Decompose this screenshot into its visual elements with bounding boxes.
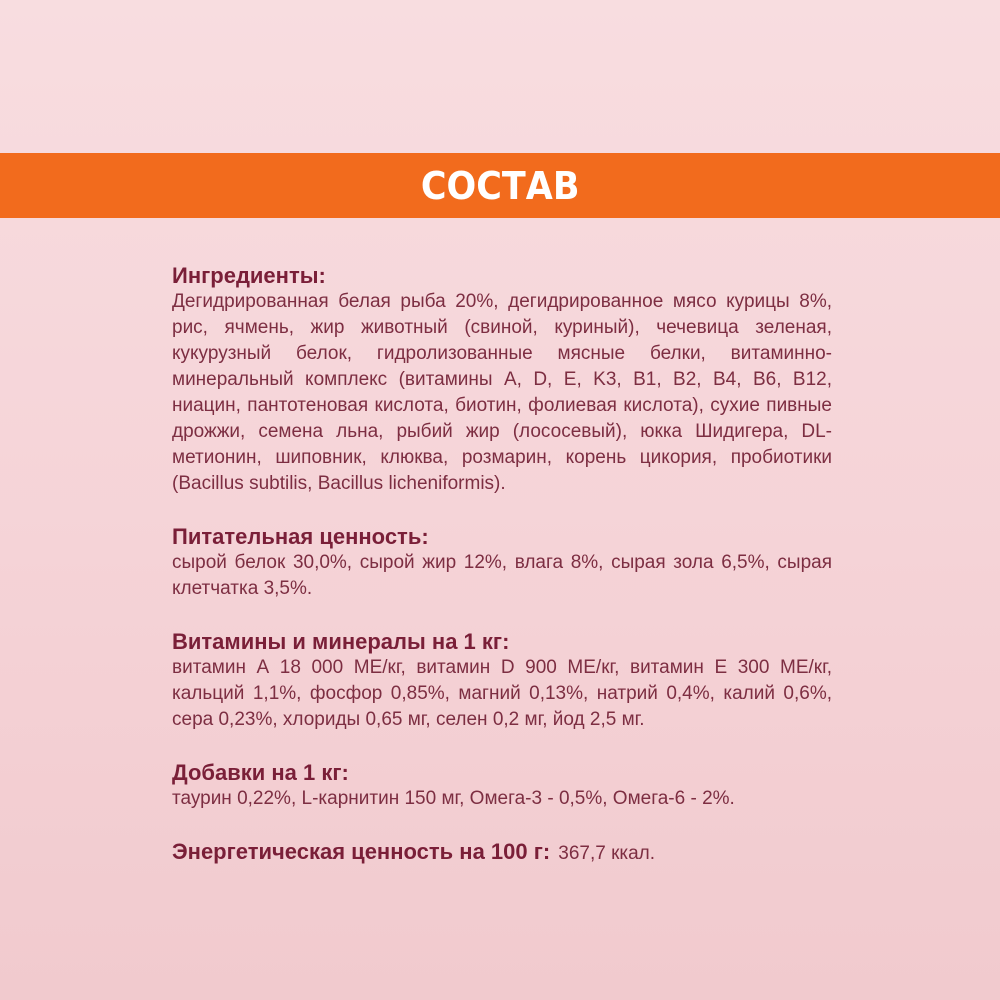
ingredients-heading: Ингредиенты: [172, 263, 326, 288]
additives-section [172, 759, 832, 812]
vitamins-section [172, 628, 832, 733]
energy-value: 367,7 ккал. [558, 843, 656, 864]
nutrition-section [172, 523, 832, 602]
nutrition-heading: Питательная ценность: [172, 524, 429, 549]
vitamins-text: витамин А 18 000 МЕ/кг, витамин D 900 МЕ/кг, витамин Е 300 МЕ/кг, кальций 1,1%, фосфор 0,85%, магний 0,13%, натрий 0,4%, калий 0,6%, сера 0,23%, хлориды 0,65 мг, селен 0,2 мг, йод 2,5 мг. [172, 657, 832, 730]
ingredients-section [172, 262, 832, 497]
composition-content [172, 262, 832, 893]
additives-text: таурин 0,22%, L-карнитин 150 мг, Омега-3 - 0,5%, Омега-6 - 2%. [172, 788, 735, 809]
ingredients-text: Дегидрированная белая рыба 20%, дегидрированное мясо курицы 8%, рис, ячмень, жир животный (свиной, куриный), чечевица зеленая, кукурузный белок, гидролизованные мясные белки, витаминно-минеральный комплекс (витамины A, D, E, K3, B1, B2, B4, B6, B12, ниацин, пантотеновая кислота, биотин, фолиевая кислота), сухие пивные дрожжи, семена льна, рыбий жир (лососевый), юкка Шидигера, DL-метионин, шиповник, клюква, розмарин, корень цикория, пробиотики (Bacillus subtilis, Bacillus licheniformis). [172, 291, 832, 494]
energy-heading: Энергетическая ценность на 100 г: [172, 839, 551, 864]
vitamins-heading: Витамины и минералы на 1 кг: [172, 629, 510, 654]
page-title: СОСТАВ [420, 163, 580, 208]
nutrition-text: сырой белок 30,0%, сырой жир 12%, влага 8%, сырая зола 6,5%, сырая клетчатка 3,5%. [172, 552, 832, 599]
additives-heading: Добавки на 1 кг: [172, 760, 349, 785]
energy-section [172, 838, 832, 867]
title-banner [0, 153, 1000, 218]
